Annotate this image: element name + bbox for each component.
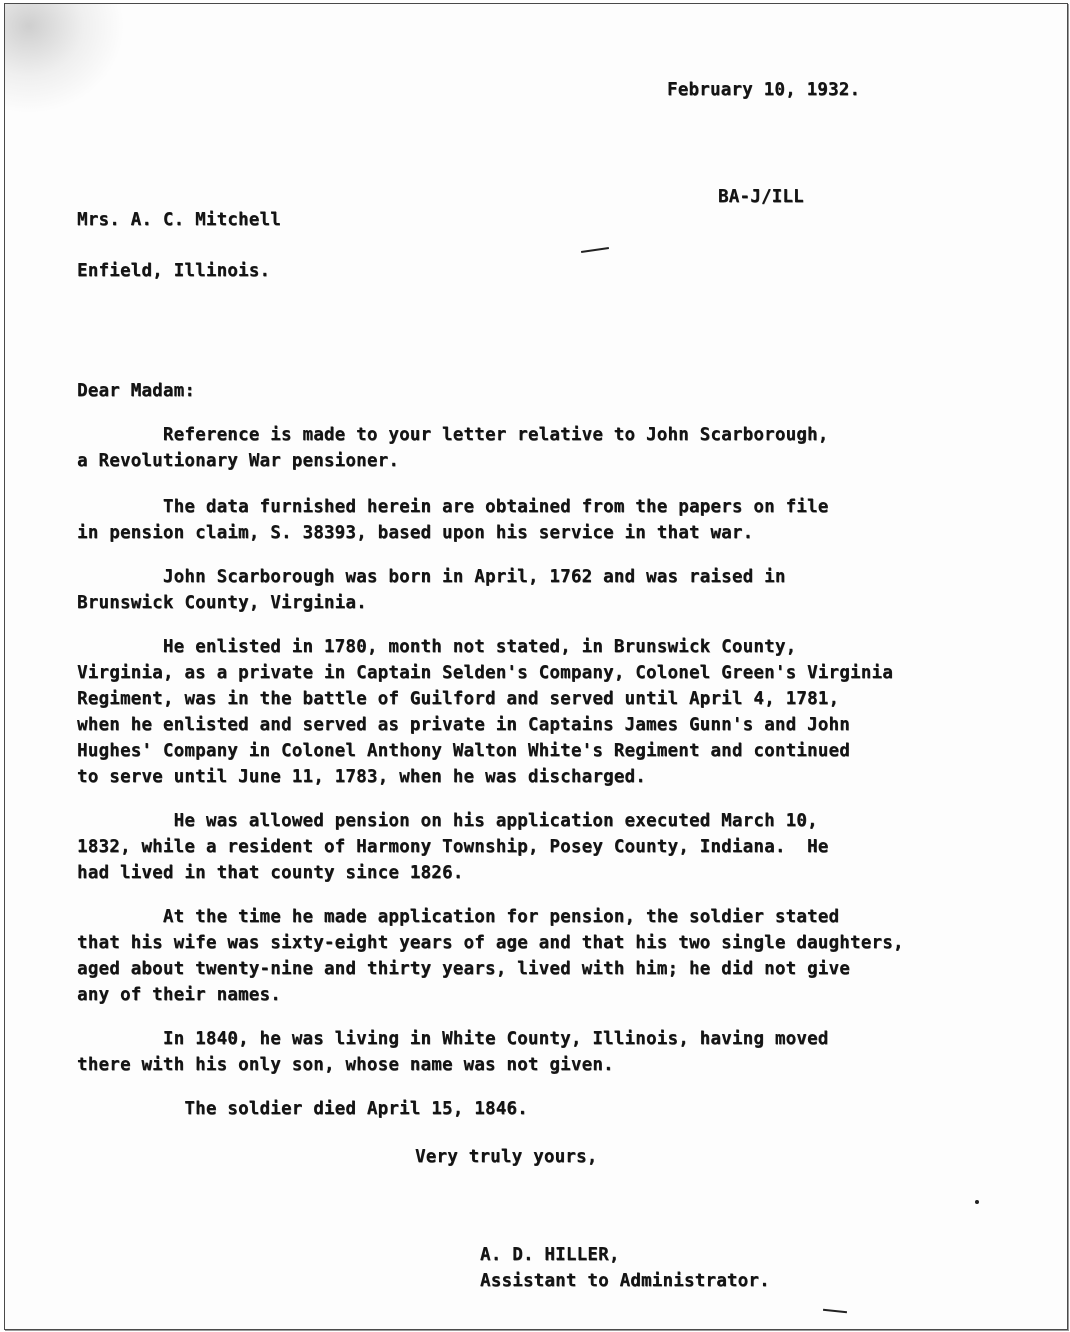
paragraph-5-line-3: had lived in that county since 1826. xyxy=(77,863,464,883)
recipient-name: Mrs. A. C. Mitchell xyxy=(77,210,281,230)
letter-date: February 10, 1932. xyxy=(667,80,861,100)
paragraph-2-line-1: The data furnished herein are obtained from the papers on file xyxy=(77,497,829,517)
paragraph-5-line-2: 1832, while a resident of Harmony Township, Posey County, Indiana. He xyxy=(77,837,829,857)
paragraph-4-line-6: to serve until June 11, 1783, when he was discharged. xyxy=(77,767,647,787)
paragraph-2-line-2: in pension claim, S. 38393, based upon his service in that war. xyxy=(77,523,754,543)
paragraph-1-line-1: Reference is made to your letter relative to John Scarborough, xyxy=(77,425,829,445)
paragraph-4-line-3: Regiment, was in the battle of Guilford and served until April 4, 1781, xyxy=(77,689,840,709)
paragraph-7-line-2: there with his only son, whose name was not given. xyxy=(77,1055,614,1075)
salutation: Dear Madam: xyxy=(77,381,196,401)
letter-page xyxy=(4,3,1068,1330)
recipient-address: Enfield, Illinois. xyxy=(77,261,271,281)
paragraph-8-line-1: The soldier died April 15, 1846. xyxy=(77,1099,528,1119)
paragraph-4-line-4: when he enlisted and served as private in Captains James Gunn's and John xyxy=(77,715,850,735)
paragraph-3-line-2: Brunswick County, Virginia. xyxy=(77,593,367,613)
paragraph-6-line-4: any of their names. xyxy=(77,985,281,1005)
paragraph-4-line-2: Virginia, as a private in Captain Selden's Company, Colonel Green's Virginia xyxy=(77,663,893,683)
paragraph-1-line-2: a Revolutionary War pensioner. xyxy=(77,451,400,471)
paragraph-6-line-2: that his wife was sixty-eight years of age and that his two single daughters, xyxy=(77,933,904,953)
paragraph-6-line-3: aged about twenty-nine and thirty years, lived with him; he did not give xyxy=(77,959,850,979)
paragraph-7-line-1: In 1840, he was living in White County, Illinois, having moved xyxy=(77,1029,829,1049)
scan-mark xyxy=(823,1309,847,1313)
closing: Very truly yours, xyxy=(415,1147,598,1167)
paragraph-3-line-1: John Scarborough was born in April, 1762 and was raised in xyxy=(77,567,786,587)
signer-name: A. D. HILLER, xyxy=(480,1245,620,1265)
paragraph-6-line-1: At the time he made application for pension, the soldier stated xyxy=(77,907,840,927)
paragraph-4-line-1: He enlisted in 1780, month not stated, in Brunswick County, xyxy=(77,637,797,657)
signer-title: Assistant to Administrator. xyxy=(480,1271,770,1291)
reference-code: BA-J/ILL xyxy=(718,187,804,207)
paragraph-4-line-5: Hughes' Company in Colonel Anthony Walton White's Regiment and continued xyxy=(77,741,850,761)
paragraph-5-line-1: He was allowed pension on his application executed March 10, xyxy=(77,811,818,831)
scan-smudge xyxy=(5,4,125,114)
scan-mark xyxy=(581,247,609,253)
scan-dot xyxy=(975,1200,979,1204)
